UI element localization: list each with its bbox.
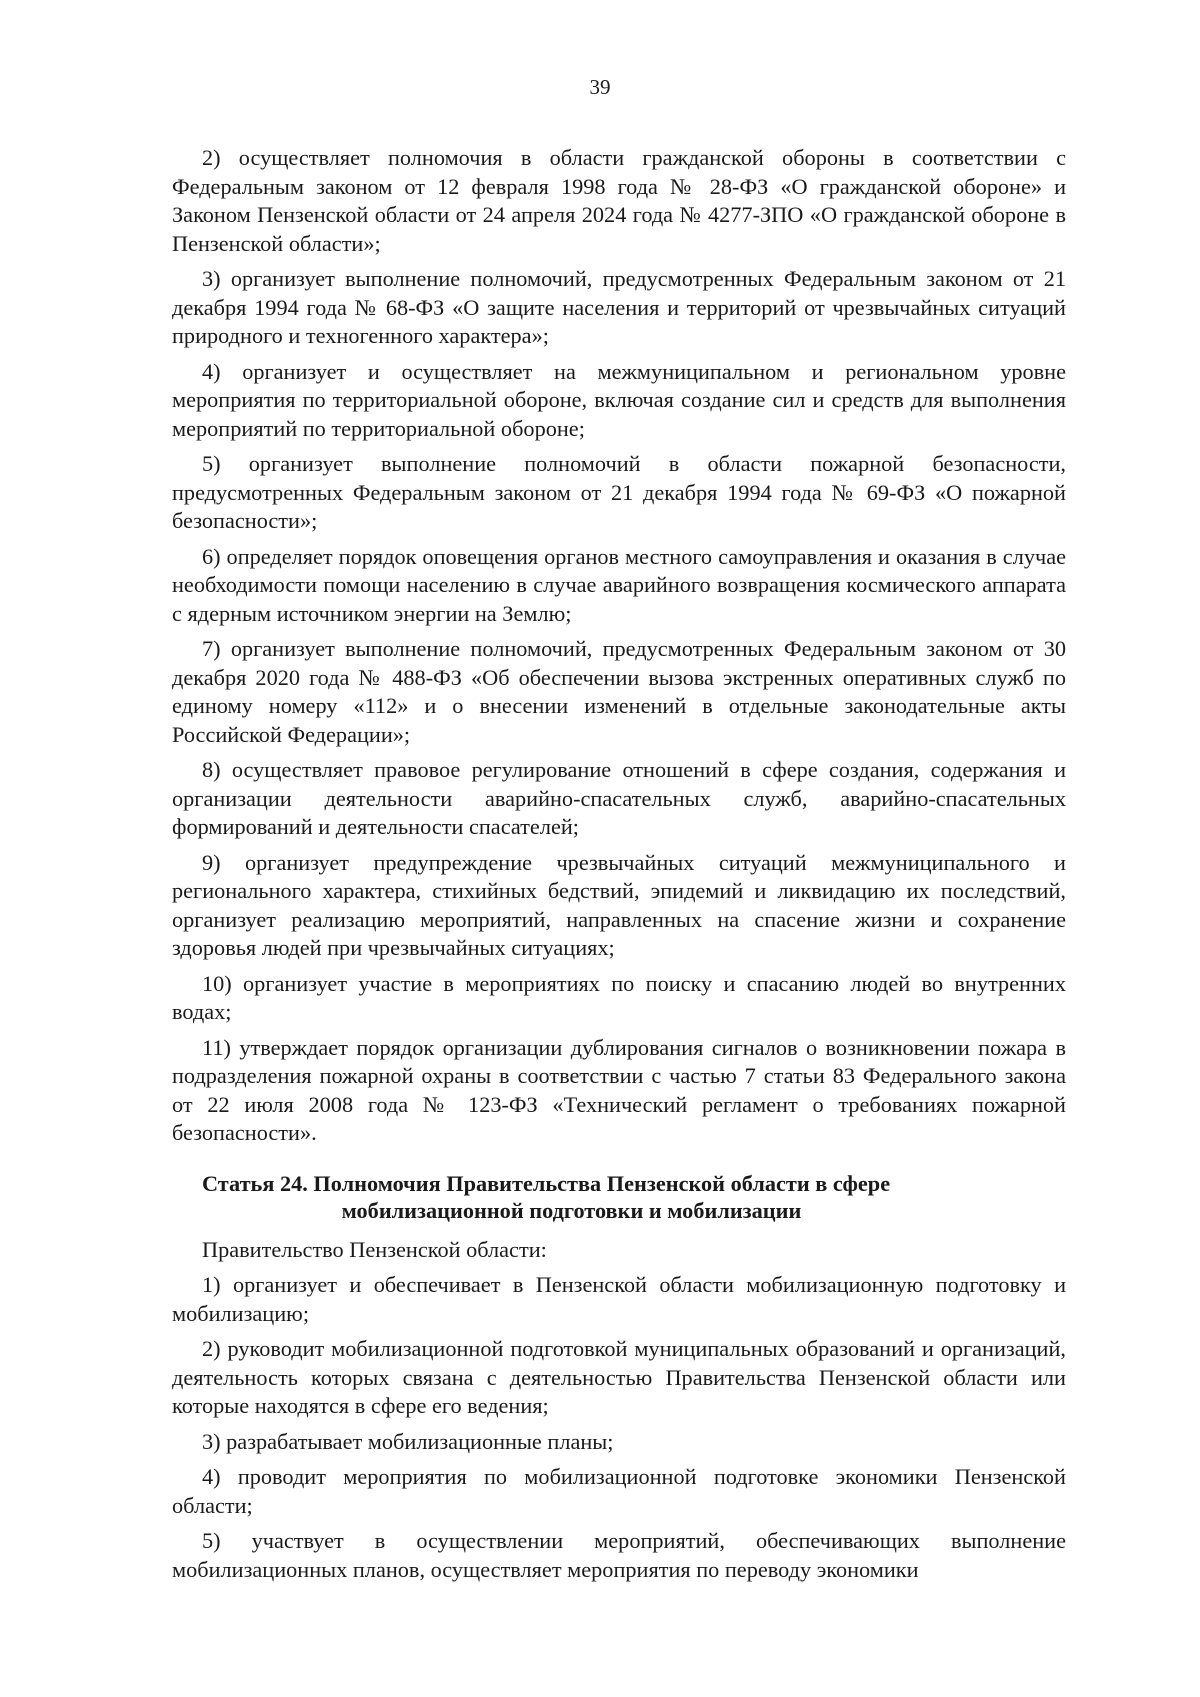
- article-item-3: 3) разрабатывает мобилизационные планы;: [202, 1428, 614, 1454]
- article-heading-line-2: мобилизационной подготовки и мобилизации: [341, 1197, 802, 1223]
- paragraph-item-7: 7) организует выполнение полномочий, предусмотренных Федеральным законом от 30 декабря 2020 года № 488-ФЗ «Об обеспечении вызова экстренных оперативных служб по единому номеру «112» и о внесении изменений в отдельные законодательные акты Российской Федерации»;: [172, 636, 1066, 747]
- paragraph-item-4: 4) организует и осуществляет на межмуниципальном и региональном уровне мероприятия по территориальной обороне, включая создание сил и средств для выполнения мероприятий по территориальной обороне;: [172, 358, 1066, 441]
- article-heading-line-1: Статья 24. Полномочия Правительства Пензенской области в сфере: [202, 1170, 891, 1196]
- article-item-5: 5) участвует в осуществлении мероприятий, обеспечивающих выполнение мобилизационных планов, осуществляет мероприятия по переводу экономики: [172, 1528, 1066, 1582]
- paragraph-intro: Правительство Пензенской области:: [202, 1236, 547, 1262]
- page-number: 39: [589, 75, 611, 99]
- article-heading: [172, 1170, 1066, 1224]
- paragraph-item-11: 11) утверждает порядок организации дублирования сигналов о возникновении пожара в подразделения пожарной охраны в соответствии с частью 7 статьи 83 Федерального закона от 22 июля 2008 года № 123-ФЗ «Технический регламент о требованиях пожарной безопасности».: [172, 1034, 1066, 1145]
- paragraph-item-8: 8) осуществляет правовое регулирование отношений в сфере создания, содержания и организации деятельности аварийно-спасательных служб, аварийно-спасательных формирований и деятельности спасателей;: [172, 757, 1066, 839]
- paragraph-item-6: 6) определяет порядок оповещения органов местного самоуправления и оказания в случае необходимости помощи населению в случае аварийного возвращения космического аппарата с ядерным источником энергии на Землю;: [172, 543, 1066, 626]
- article-item-4: 4) проводит мероприятия по мобилизационной подготовке экономики Пензенской области;: [172, 1464, 1066, 1518]
- paragraph-item-10: 10) организует участие в мероприятиях по поиску и спасанию людей во внутренних водах;: [172, 970, 1066, 1024]
- document-body: [172, 144, 1066, 1591]
- article-item-1: 1) организует и обеспечивает в Пензенской области мобилизационную подготовку и мобилизацию;: [172, 1272, 1066, 1326]
- paragraph-item-3: 3) организует выполнение полномочий, предусмотренных Федеральным законом от 21 декабря 1994 года № 68-ФЗ «О защите населения и территорий от чрезвычайных ситуаций природного и техногенного характера»;: [172, 266, 1066, 348]
- paragraph-item-9: 9) организует предупреждение чрезвычайных ситуаций межмуниципального и регионального характера, стихийных бедствий, эпидемий и ликвидацию их последствий, организует реализацию мероприятий, направленных на спасение жизни и сохранение здоровья людей при чрезвычайных ситуациях;: [172, 849, 1066, 960]
- paragraph-item-5: 5) организует выполнение полномочий в области пожарной безопасности, предусмотренных Федеральным законом от 21 декабря 1994 года № 69-ФЗ «О пожарной безопасности»;: [172, 451, 1066, 533]
- article-item-2: 2) руководит мобилизационной подготовкой муниципальных образований и организаций, деятельность которых связана с деятельностью Правительства Пензенской области или которые находятся в сфере его ведения;: [172, 1336, 1066, 1418]
- paragraph-item-2: 2) осуществляет полномочия в области гражданской обороны в соответствии с Федеральным законом от 12 февраля 1998 года № 28-ФЗ «О гражданской обороне» и Законом Пензенской области от 24 апреля 2024 года № 4277-ЗПО «О гражданской обороне в Пензенской области»;: [172, 145, 1066, 256]
